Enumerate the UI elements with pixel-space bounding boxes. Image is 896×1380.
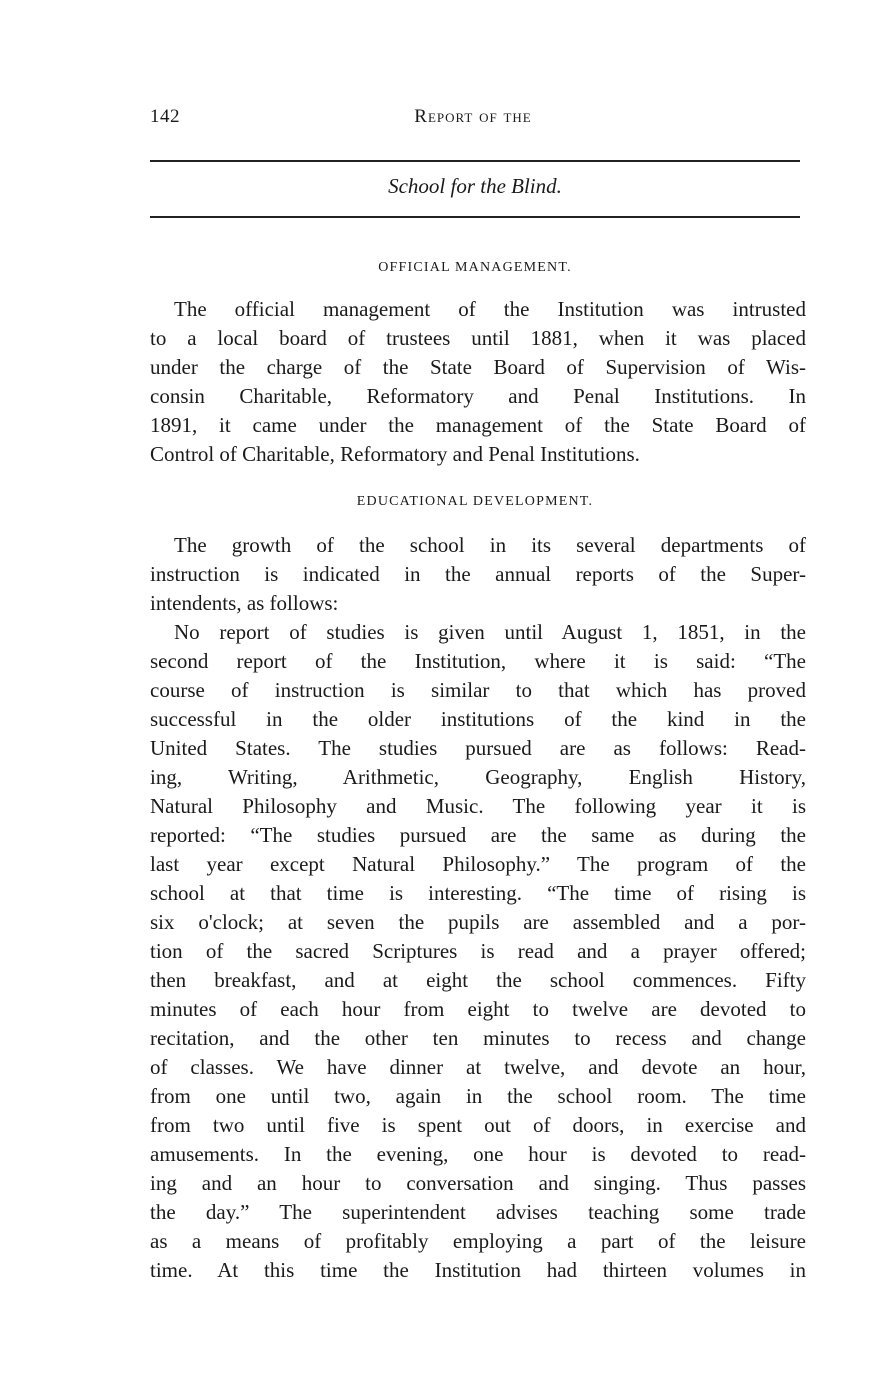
header-rule-bottom [150, 216, 800, 218]
text-line: The growth of the school in its several departments of [174, 533, 806, 557]
text-line: reported: “The studies pursued are the same as during the [150, 823, 806, 847]
text-line: amusements. In the evening, one hour is devoted to read- [150, 1142, 806, 1166]
text-line: from two until five is spent out of doors, in exercise and [150, 1113, 806, 1137]
paragraph-official-management [150, 295, 806, 469]
text-line: Control of Charitable, Reformatory and Penal Institutions. [150, 442, 640, 466]
text-line: The official management of the Institution was intrusted [174, 297, 806, 321]
text-line: as a means of profitably employing a part of the leisure [150, 1229, 806, 1253]
text-line: consin Charitable, Reformatory and Penal Institutions. In [150, 384, 806, 408]
text-line: then breakfast, and at eight the school commences. Fifty [150, 968, 806, 992]
text-line: No report of studies is given until August 1, 1851, in the [174, 620, 806, 644]
text-line: Natural Philosophy and Music. The following year it is [150, 794, 806, 818]
text-line: tion of the sacred Scriptures is read and a prayer offered; [150, 939, 806, 963]
text-line: course of instruction is similar to that which has proved [150, 678, 806, 702]
text-line: under the charge of the State Board of Supervision of Wis- [150, 355, 806, 379]
text-line: intendents, as follows: [150, 591, 339, 615]
section-title: School for the Blind. [388, 174, 562, 198]
text-line: ing and an hour to conversation and singing. Thus passes [150, 1171, 806, 1195]
text-line: from one until two, again in the school room. The time [150, 1084, 806, 1108]
page-number: 142 [150, 106, 180, 127]
text-line: six o'clock; at seven the pupils are assembled and a por- [150, 910, 806, 934]
text-line: the day.” The superintendent advises teaching some trade [150, 1200, 806, 1224]
text-line: instruction is indicated in the annual reports of the Super- [150, 562, 806, 586]
text-line: of classes. We have dinner at twelve, and devote an hour, [150, 1055, 806, 1079]
text-line: to a local board of trustees until 1881, when it was placed [150, 326, 806, 350]
text-line: recitation, and the other ten minutes to recess and change [150, 1026, 806, 1050]
text-line: second report of the Institution, where it is said: “The [150, 649, 806, 673]
text-line: minutes of each hour from eight to twelve are devoted to [150, 997, 806, 1021]
heading-official-management: OFFICIAL MANAGEMENT. [378, 260, 572, 275]
header-rule-top [150, 160, 800, 162]
paragraph-studies-report [150, 618, 806, 1285]
heading-educational-development: EDUCATIONAL DEVELOPMENT. [356, 494, 594, 509]
running-head: Report of the [414, 106, 532, 127]
text-line: school at that time is interesting. “The time of rising is [150, 881, 806, 905]
text-line: United States. The studies pursued are as follows: Read- [150, 736, 806, 760]
paragraph-growth [150, 531, 806, 618]
text-line: ing, Writing, Arithmetic, Geography, English History, [150, 765, 806, 789]
text-line: last year except Natural Philosophy.” The program of the [150, 852, 806, 876]
text-line: time. At this time the Institution had thirteen volumes in [150, 1258, 806, 1282]
text-line: 1891, it came under the management of the State Board of [150, 413, 806, 437]
text-line: successful in the older institutions of the kind in the [150, 707, 806, 731]
